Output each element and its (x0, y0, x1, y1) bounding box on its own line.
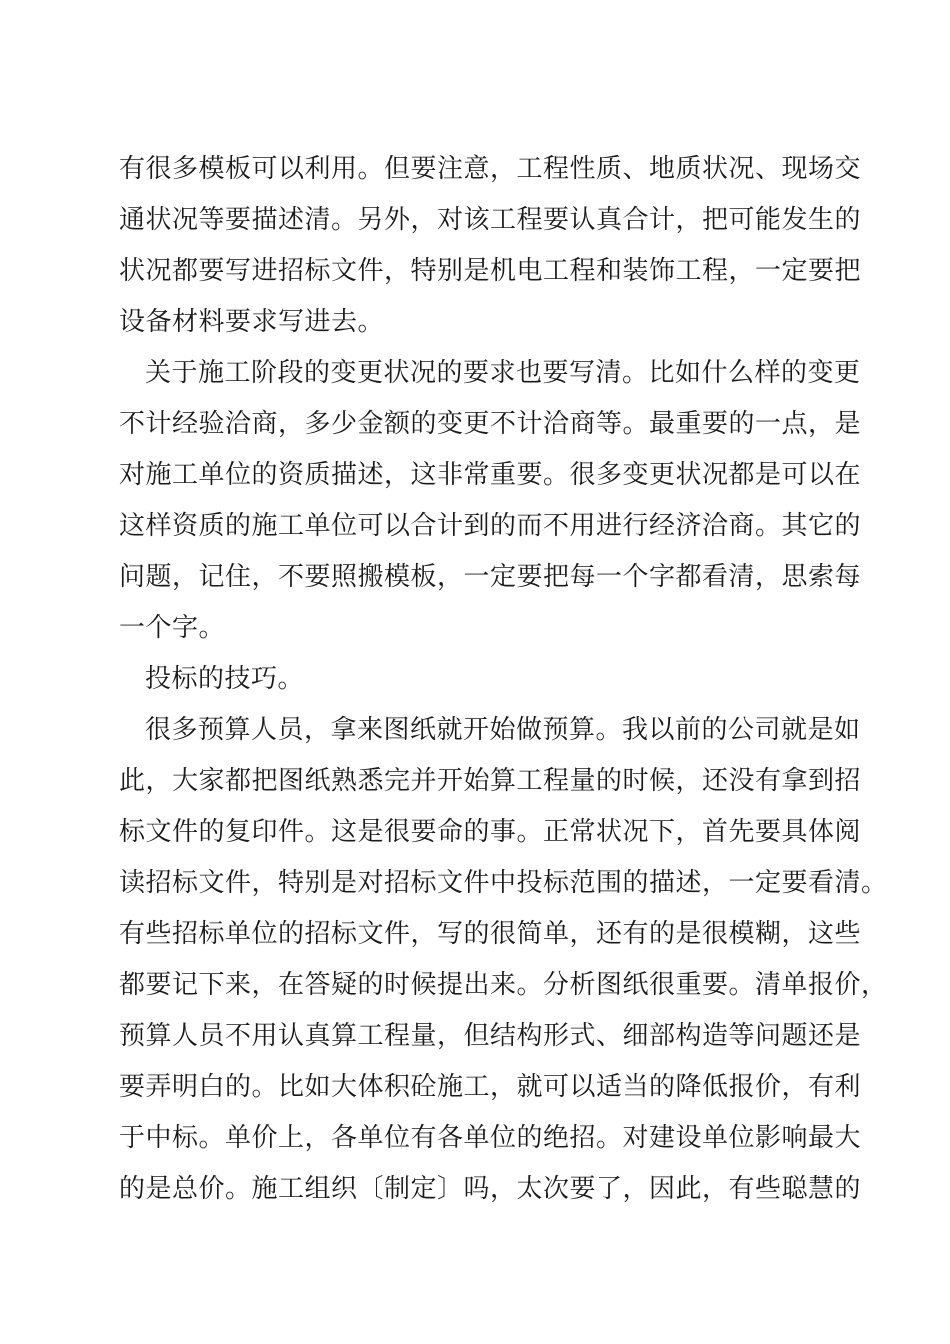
text-line: 于中标。单价上，各单位有各单位的绝招。对建设单位影响最大 (119, 1123, 862, 1153)
text-line: 有些招标单位的招标文件，写的很简单，还有的是很模糊，这些 (119, 919, 862, 949)
text-line: 此，大家都把图纸熟悉完并开始算工程量的时候，还没有拿到招 (119, 766, 862, 796)
body-text (119, 144, 888, 1215)
text-line: 都要记下来，在答疑的时候提出来。分析图纸很重要。清单报价， (119, 970, 888, 1000)
text-line: 有很多模板可以利用。但要注意，工程性质、地质状况、现场交 (119, 154, 862, 184)
text-line: 预算人员不用认真算工程量，但结构形式、细部构造等问题还是 (119, 1021, 862, 1051)
text-line: 要弄明白的。比如大体积砼施工，就可以适当的降低报价，有利 (119, 1072, 862, 1102)
text-line: 问题，记住，不要照搬模板，一定要把每一个字都看清，思索每 (119, 562, 862, 592)
text-line: 读招标文件，特别是对招标文件中投标范围的描述，一定要看清。 (119, 868, 888, 898)
text-line: 这样资质的施工单位可以合计到的而不用进行经济洽商。其它的 (119, 511, 862, 541)
text-line: 标文件的复印件。这是很要命的事。正常状况下，首先要具体阅 (119, 817, 862, 847)
text-line: 对施工单位的资质描述，这非常重要。很多变更状况都是可以在 (119, 460, 862, 490)
text-line: 不计经验洽商，多少金额的变更不计洽商等。最重要的一点，是 (119, 409, 862, 439)
text-line: 投标的技巧。 (145, 664, 305, 694)
text-line: 很多预算人员，拿来图纸就开始做预算。我以前的公司就是如 (145, 715, 861, 745)
text-line: 关于施工阶段的变更状况的要求也要写清。比如什么样的变更 (145, 358, 861, 388)
text-line: 设备材料要求写进去。 (119, 307, 385, 337)
text-line: 一个字。 (119, 613, 226, 643)
text-line: 的是总价。施工组织〔制定〕吗，太次要了，因此，有些聪慧的 (119, 1174, 862, 1204)
text-line: 通状况等要描述清。另外，对该工程要认真合计，把可能发生的 (119, 205, 862, 235)
text-line: 状况都要写进招标文件，特别是机电工程和装饰工程，一定要把 (119, 256, 862, 286)
